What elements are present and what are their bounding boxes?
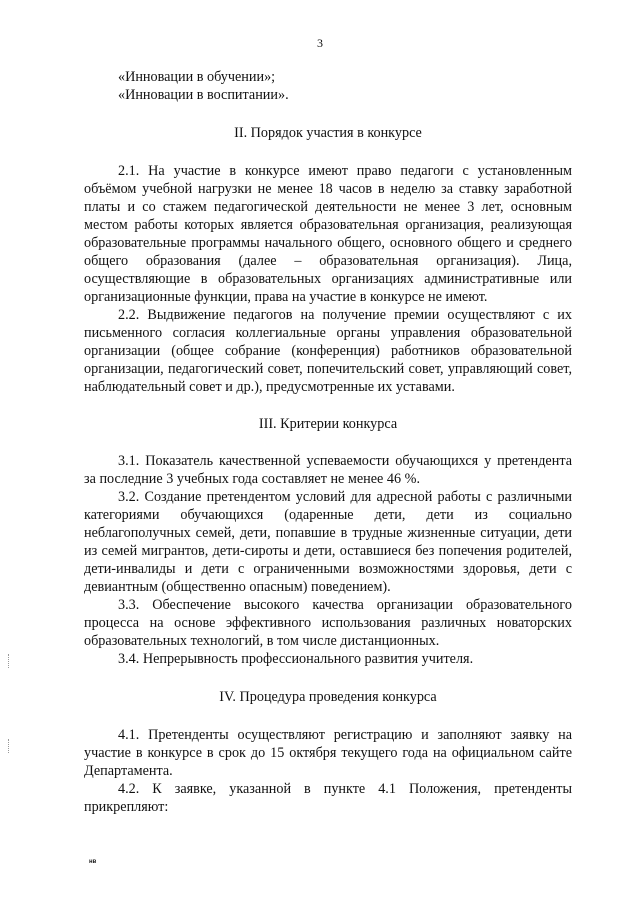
paragraph: 3.1. Показатель качественной успеваемости обучающихся у претендента за последние 3 учебных года составляет не менее 46 %. [84,453,572,487]
paragraph: 4.2. К заявке, указанной в пункте 4.1 Положения, претенденты прикрепляют: [84,781,572,815]
paragraph: 2.1. На участие в конкурсе имеют право педагоги с установленным объёмом учебной нагрузки не менее 18 часов в неделю за ставку заработной платы и со стажем педагогической деятельности не менее 3 лет, основным местом работы которых является образовательная организация, реализующая образовательные программы начального общего, основного общего и среднего общего образования (далее – образовательная организация). Лица, осуществляющие в образовательных организациях административные или организационные функции, права на участие в конкурсе не имеют. [84,163,572,305]
list-item: «Инновации в воспитании». [118,87,289,103]
margin-mark [8,739,10,753]
page-number: 3 [317,36,323,50]
margin-mark [8,654,10,668]
list-item: «Инновации в обучении»; [118,69,276,85]
paragraph: 2.2. Выдвижение педагогов на получение премии осуществляют с их письменного согласия коллегиальные органы управления образовательной организации (общее собрание (конференция) работников образовательной организации, педагогический совет, попечительский совет, управляющий совет, наблюдательный совет и др.), предусмотренные их уставами. [84,307,572,395]
footer-mark: нв [89,859,97,865]
section-heading: II. Порядок участия в конкурсе [234,125,422,141]
paragraph: 4.1. Претенденты осуществляют регистрацию и заполняют заявку на участие в конкурсе в срок до 15 октября текущего года на официальном сайте Департамента. [84,727,572,779]
section-heading: III. Критерии конкурса [258,416,398,432]
section-heading: IV. Процедура проведения конкурса [219,689,437,705]
paragraph: 3.4. Непрерывность профессионального развития учителя. [118,651,474,667]
document-body [84,68,572,816]
paragraph: 3.2. Создание претендентом условий для адресной работы с различными категориями обучающихся (одаренные дети, дети из социально неблагополучных семей, дети, попавшие в трудные жизненные ситуации, дети из семей мигрантов, дети-сироты и дети, оставшиеся без попечения родителей, дети-инвалиды и дети с ограниченными возможностями здоровья, дети с девиантным (общественно опасным) поведением). [84,489,572,595]
paragraph: 3.3. Обеспечение высокого качества организации образовательного процесса на основе эффективного использования различных новаторских образовательных технологий, в том числе дистанционных. [84,597,572,649]
